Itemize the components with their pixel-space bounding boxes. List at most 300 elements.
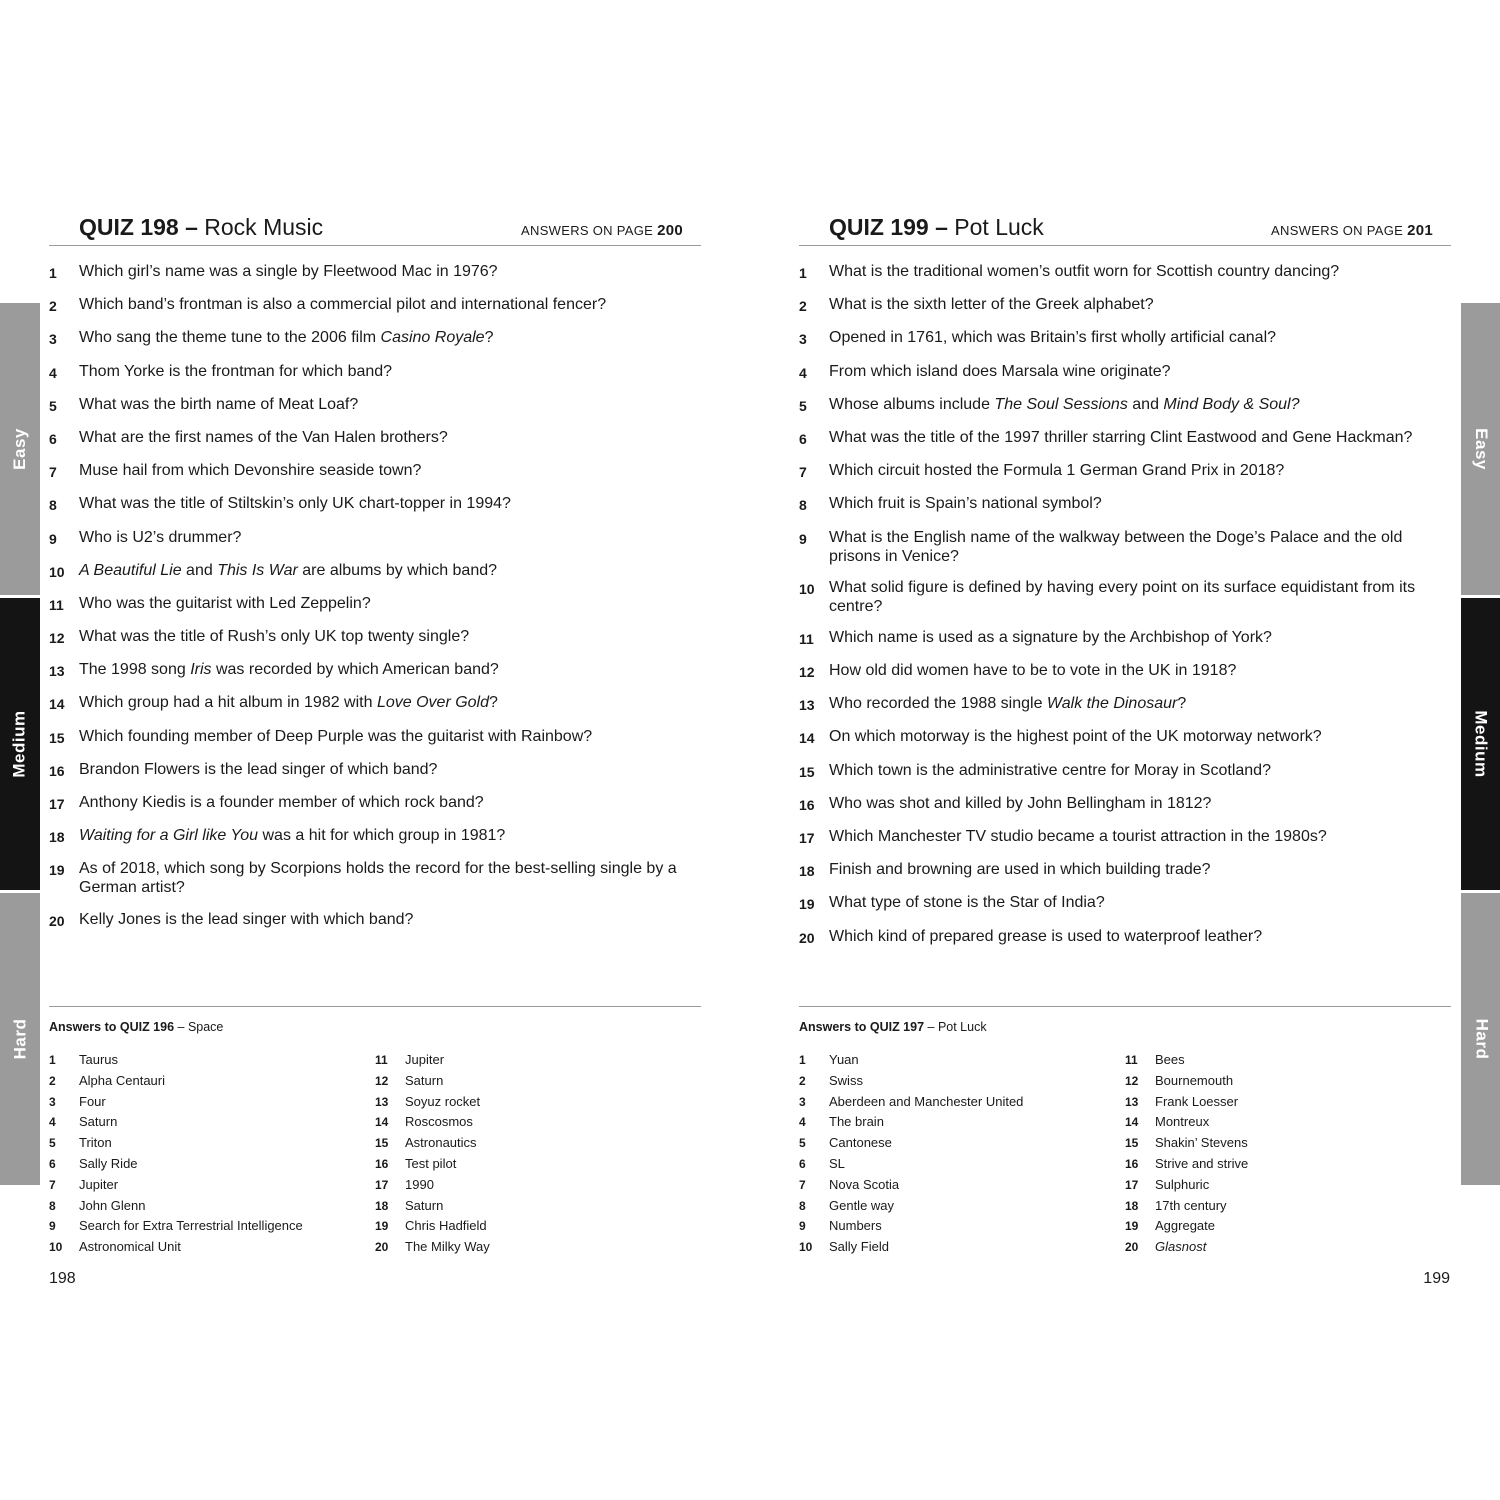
answer-text: Bees [1155,1052,1185,1067]
quiz-title [79,214,323,241]
answer-number: 20 [1125,1240,1139,1255]
answer-item [799,1071,1125,1092]
question-item [49,461,701,482]
question-item [49,594,701,615]
answer-text: Four [79,1093,106,1109]
question-item [799,461,1451,482]
answer-number: 15 [1125,1136,1139,1151]
tab-label: Hard [10,1018,30,1060]
answer-number: 2 [799,1073,806,1088]
question-text-segment: and [1127,395,1164,413]
question-list [49,262,701,931]
answer-text: Swiss [829,1072,863,1088]
answer-number: 10 [49,1240,63,1255]
answer-number: 12 [1125,1073,1139,1088]
question-text [79,660,701,679]
question-text [79,727,701,746]
question-text-segment: What are the first names of the Van Halen brothers? [79,428,448,446]
question-item [799,794,1451,815]
page-number-right: 199 [1423,1270,1450,1287]
question-item [49,859,701,897]
question-number: 14 [799,730,815,747]
answers-on-page-number: 200 [657,222,683,239]
answer-item [375,1237,701,1258]
question-number: 11 [49,596,64,613]
answer-number: 5 [799,1136,806,1151]
answer-text: The Milky Way [405,1239,490,1255]
question-number: 11 [799,630,814,647]
question-number: 16 [799,796,815,813]
answer-text: 17th century [1155,1197,1227,1213]
question-text [829,428,1451,447]
answer-item [49,1154,375,1175]
answer-item [375,1196,701,1217]
answer-text: Shakin’ Stevens [1155,1135,1248,1151]
question-item [799,827,1451,848]
question-item [49,826,701,847]
answer-number: 19 [375,1219,389,1234]
answer-number: 16 [1125,1156,1139,1171]
question-text [829,661,1451,680]
answer-number: 2 [49,1073,56,1088]
left-page [49,212,701,1255]
quiz-number: QUIZ 199 – [829,214,948,240]
question-text [79,528,701,547]
question-item [49,760,701,781]
question-item [799,494,1451,515]
answer-item [49,1133,375,1154]
answers-on-label: ANSWERS ON PAGE [1271,223,1408,238]
tab-label: Easy [10,428,30,470]
answer-item [375,1133,701,1154]
question-text-segment: ? [484,329,494,347]
question-text [79,910,701,929]
answer-item [1125,1050,1451,1071]
answer-number: 15 [375,1136,389,1151]
question-text-segment: Who is U2’s drummer? [79,528,242,546]
answer-text: Montreux [1155,1114,1210,1130]
difficulty-tab-hard-left [0,893,40,1185]
question-item [799,295,1451,316]
answer-number: 5 [49,1136,56,1151]
question-number: 8 [799,497,807,514]
question-text-segment: Which group had a hit album in 1982 with [79,694,377,712]
question-item [49,494,701,515]
question-text [829,794,1451,813]
question-text-segment: Kelly Jones is the lead singer with which band? [79,910,414,928]
question-number: 15 [49,729,65,746]
answer-text: Sulphuric [1155,1176,1210,1192]
question-item [799,395,1451,416]
answer-number: 14 [1125,1115,1139,1130]
question-item [799,893,1451,914]
question-list [799,262,1451,948]
answer-text: Strive and strive [1155,1155,1249,1171]
answer-item [375,1175,701,1196]
question-text-italic: Walk the Dinosaur [1046,695,1178,713]
quiz-topic: Pot Luck [947,214,1044,240]
question-number: 16 [49,762,65,779]
question-number: 20 [799,929,815,946]
question-text-segment: What solid figure is defined by having every point on its surface equidistant from its centre? [829,578,1416,615]
question-item [49,262,701,283]
answer-item [49,1175,375,1196]
question-number: 2 [49,298,57,315]
question-number: 13 [799,697,815,714]
question-number: 7 [799,464,807,481]
question-text-segment: Which town is the administrative centre for Moray in Scotland? [829,761,1271,779]
answer-item [1125,1092,1451,1113]
answers-title [49,1020,701,1038]
question-item [799,927,1451,948]
answers-on-page [521,222,683,239]
question-text [829,295,1451,314]
question-item [799,628,1451,649]
question-text-segment: What is the English name of the walkway between the Doge’s Palace and the old prisons in Venice? [829,528,1403,565]
question-text [79,295,701,314]
question-number: 10 [799,580,815,597]
answer-text: Alpha Centauri [79,1072,165,1088]
answer-text: Bournemouth [1155,1072,1234,1088]
difficulty-tab-easy-left [0,303,40,595]
quiz-topic: Rock Music [197,214,324,240]
question-text-segment: was a hit for which group in 1981? [258,827,506,845]
answers-section [49,1006,701,1258]
answer-number: 3 [49,1094,56,1109]
answer-item [49,1112,375,1133]
question-number: 1 [49,265,57,281]
answer-item [49,1071,375,1092]
right-page [799,212,1451,1255]
answers-on-page [1271,222,1433,239]
question-item [799,661,1451,682]
answer-number: 4 [49,1115,56,1130]
answer-item [799,1112,1125,1133]
question-item [49,528,701,549]
answer-number: 18 [1125,1198,1139,1213]
answer-number: 18 [375,1198,389,1213]
question-text-italic: Iris [190,661,212,679]
answer-number: 6 [799,1156,806,1171]
question-text [79,328,701,347]
question-text-segment: Which girl’s name was a single by Fleetwood Mac in 1976? [79,263,498,280]
answer-number: 8 [49,1198,56,1213]
answers-section [799,1006,1451,1258]
answer-item [1125,1216,1451,1237]
answer-text: The brain [829,1114,884,1130]
question-text-italic: Waiting for a Girl like You [79,827,259,845]
question-item [799,262,1451,283]
question-number: 17 [49,796,65,812]
question-text-segment: What was the title of Stiltskin’s only UK chart-topper in 1994? [79,495,511,513]
answer-number: 16 [375,1156,389,1171]
question-text-segment: Which Manchester TV studio became a tourist attraction in the 1980s? [829,828,1327,845]
answer-text: Roscosmos [405,1114,473,1130]
question-text-segment: Brandon Flowers is the lead singer of which band? [79,760,438,778]
answer-text: Gentle way [829,1197,895,1213]
question-text-segment: Which circuit hosted the Formula 1 German Grand Prix in 2018? [829,462,1285,480]
answer-number: 12 [375,1073,389,1088]
question-number: 3 [49,331,57,348]
answer-text: John Glenn [79,1197,146,1213]
question-text [829,827,1451,846]
question-text-segment: Finish and browning are used in which building trade? [829,861,1211,879]
question-text-segment: Whose albums include [829,395,995,413]
question-item [49,362,701,383]
answers-on-label: ANSWERS ON PAGE [521,223,658,238]
question-text-segment: What type of stone is the Star of India? [829,894,1105,912]
answer-number: 19 [1125,1219,1139,1234]
question-text [829,395,1451,414]
answer-number: 10 [799,1240,813,1255]
answer-item [799,1216,1125,1237]
answer-item [799,1092,1125,1113]
question-text-segment: What was the title of the 1997 thriller starring Clint Eastwood and Gene Hackman? [829,428,1413,446]
answer-text: Yuan [829,1052,859,1067]
answer-text: Soyuz rocket [405,1093,481,1109]
difficulty-tab-medium-right [1461,598,1500,890]
answers-title [799,1020,1451,1038]
question-item [799,328,1451,349]
question-text [79,627,701,646]
question-text-italic: This Is War [217,561,298,579]
answer-number: 13 [1125,1094,1139,1109]
answer-text: Frank Loesser [1155,1093,1239,1109]
answer-number: 1 [49,1053,56,1067]
answer-item [1125,1237,1451,1258]
question-text [79,793,701,812]
answer-text: Glasnost [1155,1239,1207,1255]
question-text-segment: Thom Yorke is the frontman for which band? [79,362,393,380]
question-item [49,328,701,349]
answer-number: 1 [799,1053,806,1067]
answer-number: 7 [49,1177,56,1192]
answer-text: Aberdeen and Manchester United [829,1093,1024,1109]
question-number: 17 [799,830,815,846]
question-text-segment: How old did women have to be to vote in the UK in 1918? [829,662,1237,680]
question-number: 19 [799,896,815,913]
question-number: 2 [799,298,807,315]
question-text-segment: was recorded by which American band? [211,661,499,679]
question-text [829,494,1451,513]
question-text [829,528,1451,566]
question-number: 12 [49,630,65,647]
question-item [799,578,1451,616]
answer-text: Aggregate [1155,1218,1215,1234]
question-number: 12 [799,664,815,681]
answer-item [1125,1175,1451,1196]
question-number: 20 [49,912,65,929]
question-number: 1 [799,265,807,281]
question-text-italic: Love Over Gold [376,694,490,712]
answer-text: Chris Hadfield [405,1218,487,1234]
question-item [49,693,701,714]
question-item [49,428,701,449]
answer-item [799,1196,1125,1217]
answer-number: 17 [375,1177,389,1192]
question-text-segment: and [181,561,218,579]
question-item [799,362,1451,383]
question-item [799,428,1451,449]
quiz-header [799,212,1451,246]
answers-title-lead: Answers to QUIZ 196 [49,1020,175,1034]
question-item [49,561,701,582]
question-text [829,860,1451,879]
answer-item [799,1154,1125,1175]
question-text-segment: Who sang the theme tune to the 2006 film [79,329,381,347]
answer-text: Saturn [79,1114,118,1130]
question-item [49,910,701,931]
answers-on-page-number: 201 [1407,222,1433,239]
question-number: 10 [49,563,65,580]
question-number: 3 [799,331,807,348]
answer-number: 4 [799,1115,806,1130]
question-text-segment: are albums by which band? [297,561,498,579]
answer-item [799,1175,1125,1196]
answer-text: Astronomical Unit [79,1239,181,1255]
answers-title-topic: – Space [174,1020,224,1034]
question-text-segment: What is the traditional women’s outfit worn for Scottish country dancing? [829,263,1340,280]
question-text-segment: ? [1177,695,1187,713]
question-text-segment: Who recorded the 1988 single [829,695,1047,713]
question-text [829,628,1451,647]
question-text-italic: The Soul Sessions [994,395,1128,413]
question-text [79,693,701,712]
answer-item [375,1216,701,1237]
answers-columns [49,1050,701,1258]
answer-number: 20 [375,1240,389,1255]
answer-item [375,1112,701,1133]
answer-number: 14 [375,1115,389,1130]
question-text [829,893,1451,912]
question-text-segment: What was the birth name of Meat Loaf? [79,395,359,413]
question-text-italic: Casino Royale [380,329,485,347]
answer-item [375,1050,701,1071]
question-number: 14 [49,696,65,713]
answer-item [799,1133,1125,1154]
answer-number: 11 [1125,1053,1138,1067]
question-text-segment: Which kind of prepared grease is used to waterproof leather? [829,927,1263,945]
question-text [829,461,1451,480]
question-text [79,594,701,613]
answer-item [799,1237,1125,1258]
answers-column [1125,1050,1451,1258]
question-number: 4 [49,364,57,381]
answer-number: 11 [375,1053,388,1067]
question-text-segment: Anthony Kiedis is a founder member of which rock band? [79,794,484,811]
question-text-segment: What was the title of Rush’s only UK top twenty single? [79,628,470,646]
answer-text: Triton [79,1135,112,1151]
question-text-segment: Muse hail from which Devonshire seaside town? [79,462,422,480]
answer-text: Test pilot [405,1155,457,1171]
answer-text: Sally Field [829,1239,889,1255]
question-text [79,262,701,281]
answer-item [799,1050,1125,1071]
question-item [799,727,1451,748]
question-item [799,528,1451,566]
question-text [79,760,701,779]
question-text-italic: Mind Body & Soul? [1163,395,1300,413]
question-number: 5 [799,397,807,414]
question-text-segment: On which motorway is the highest point of the UK motorway network? [829,728,1322,746]
answer-text: Taurus [79,1052,119,1067]
question-text-italic: A Beautiful Lie [79,561,182,579]
quiz-number: QUIZ 198 – [79,214,198,240]
question-text [79,561,701,580]
question-item [49,660,701,681]
question-number: 15 [799,763,815,780]
question-number: 18 [49,829,65,846]
difficulty-tab-hard-right [1461,893,1500,1185]
question-number: 9 [799,530,807,547]
answer-item [375,1071,701,1092]
question-number: 6 [799,430,807,447]
answer-text: Search for Extra Terrestrial Intelligence [79,1218,303,1234]
question-number: 19 [49,862,65,879]
question-text-segment: Who was the guitarist with Led Zeppelin? [79,594,371,612]
question-item [49,295,701,316]
answer-number: 9 [799,1219,806,1234]
answer-item [49,1092,375,1113]
answer-text: Nova Scotia [829,1176,900,1192]
answer-item [49,1237,375,1258]
answer-number: 8 [799,1198,806,1213]
question-number: 4 [799,364,807,381]
quiz-title [829,214,1044,241]
quiz-header [49,212,701,246]
question-item [49,627,701,648]
question-text-segment: As of 2018, which song by Scorpions holds the record for the best-selling single by a German artist? [79,860,677,897]
answer-item [375,1092,701,1113]
answer-item [49,1196,375,1217]
difficulty-tab-easy-right [1461,303,1500,595]
answer-text: Jupiter [79,1176,119,1192]
tab-label: Medium [1472,710,1492,778]
answers-title-topic: – Pot Luck [924,1020,987,1034]
question-text-segment: Who was shot and killed by John Bellingham in 1812? [829,794,1212,812]
tab-label: Hard [1472,1018,1492,1060]
question-text [79,826,701,845]
answers-title-lead: Answers to QUIZ 197 [799,1020,925,1034]
tab-label: Easy [1472,428,1492,470]
question-text [829,578,1451,616]
question-text [79,428,701,447]
answer-text: Saturn [405,1072,444,1088]
answers-column [375,1050,701,1258]
answer-text: Sally Ride [79,1155,138,1171]
answer-text: SL [829,1155,845,1171]
question-item [49,395,701,416]
answer-number: 7 [799,1177,806,1192]
question-text [829,262,1451,281]
answer-number: 9 [49,1219,56,1234]
question-text-segment: Which founding member of Deep Purple was the guitarist with Rainbow? [79,727,593,745]
question-item [49,793,701,814]
answer-item [1125,1112,1451,1133]
answer-item [375,1154,701,1175]
question-number: 18 [799,863,815,880]
question-text-segment: Opened in 1761, which was Britain’s first wholly artificial canal? [829,329,1277,347]
question-item [799,860,1451,881]
question-text [79,461,701,480]
question-text-segment: Which fruit is Spain’s national symbol? [829,495,1102,513]
tab-label: Medium [10,710,30,778]
answer-text: Astronautics [405,1135,477,1151]
question-text [829,761,1451,780]
answer-item [49,1216,375,1237]
answer-item [1125,1196,1451,1217]
question-text [829,694,1451,713]
